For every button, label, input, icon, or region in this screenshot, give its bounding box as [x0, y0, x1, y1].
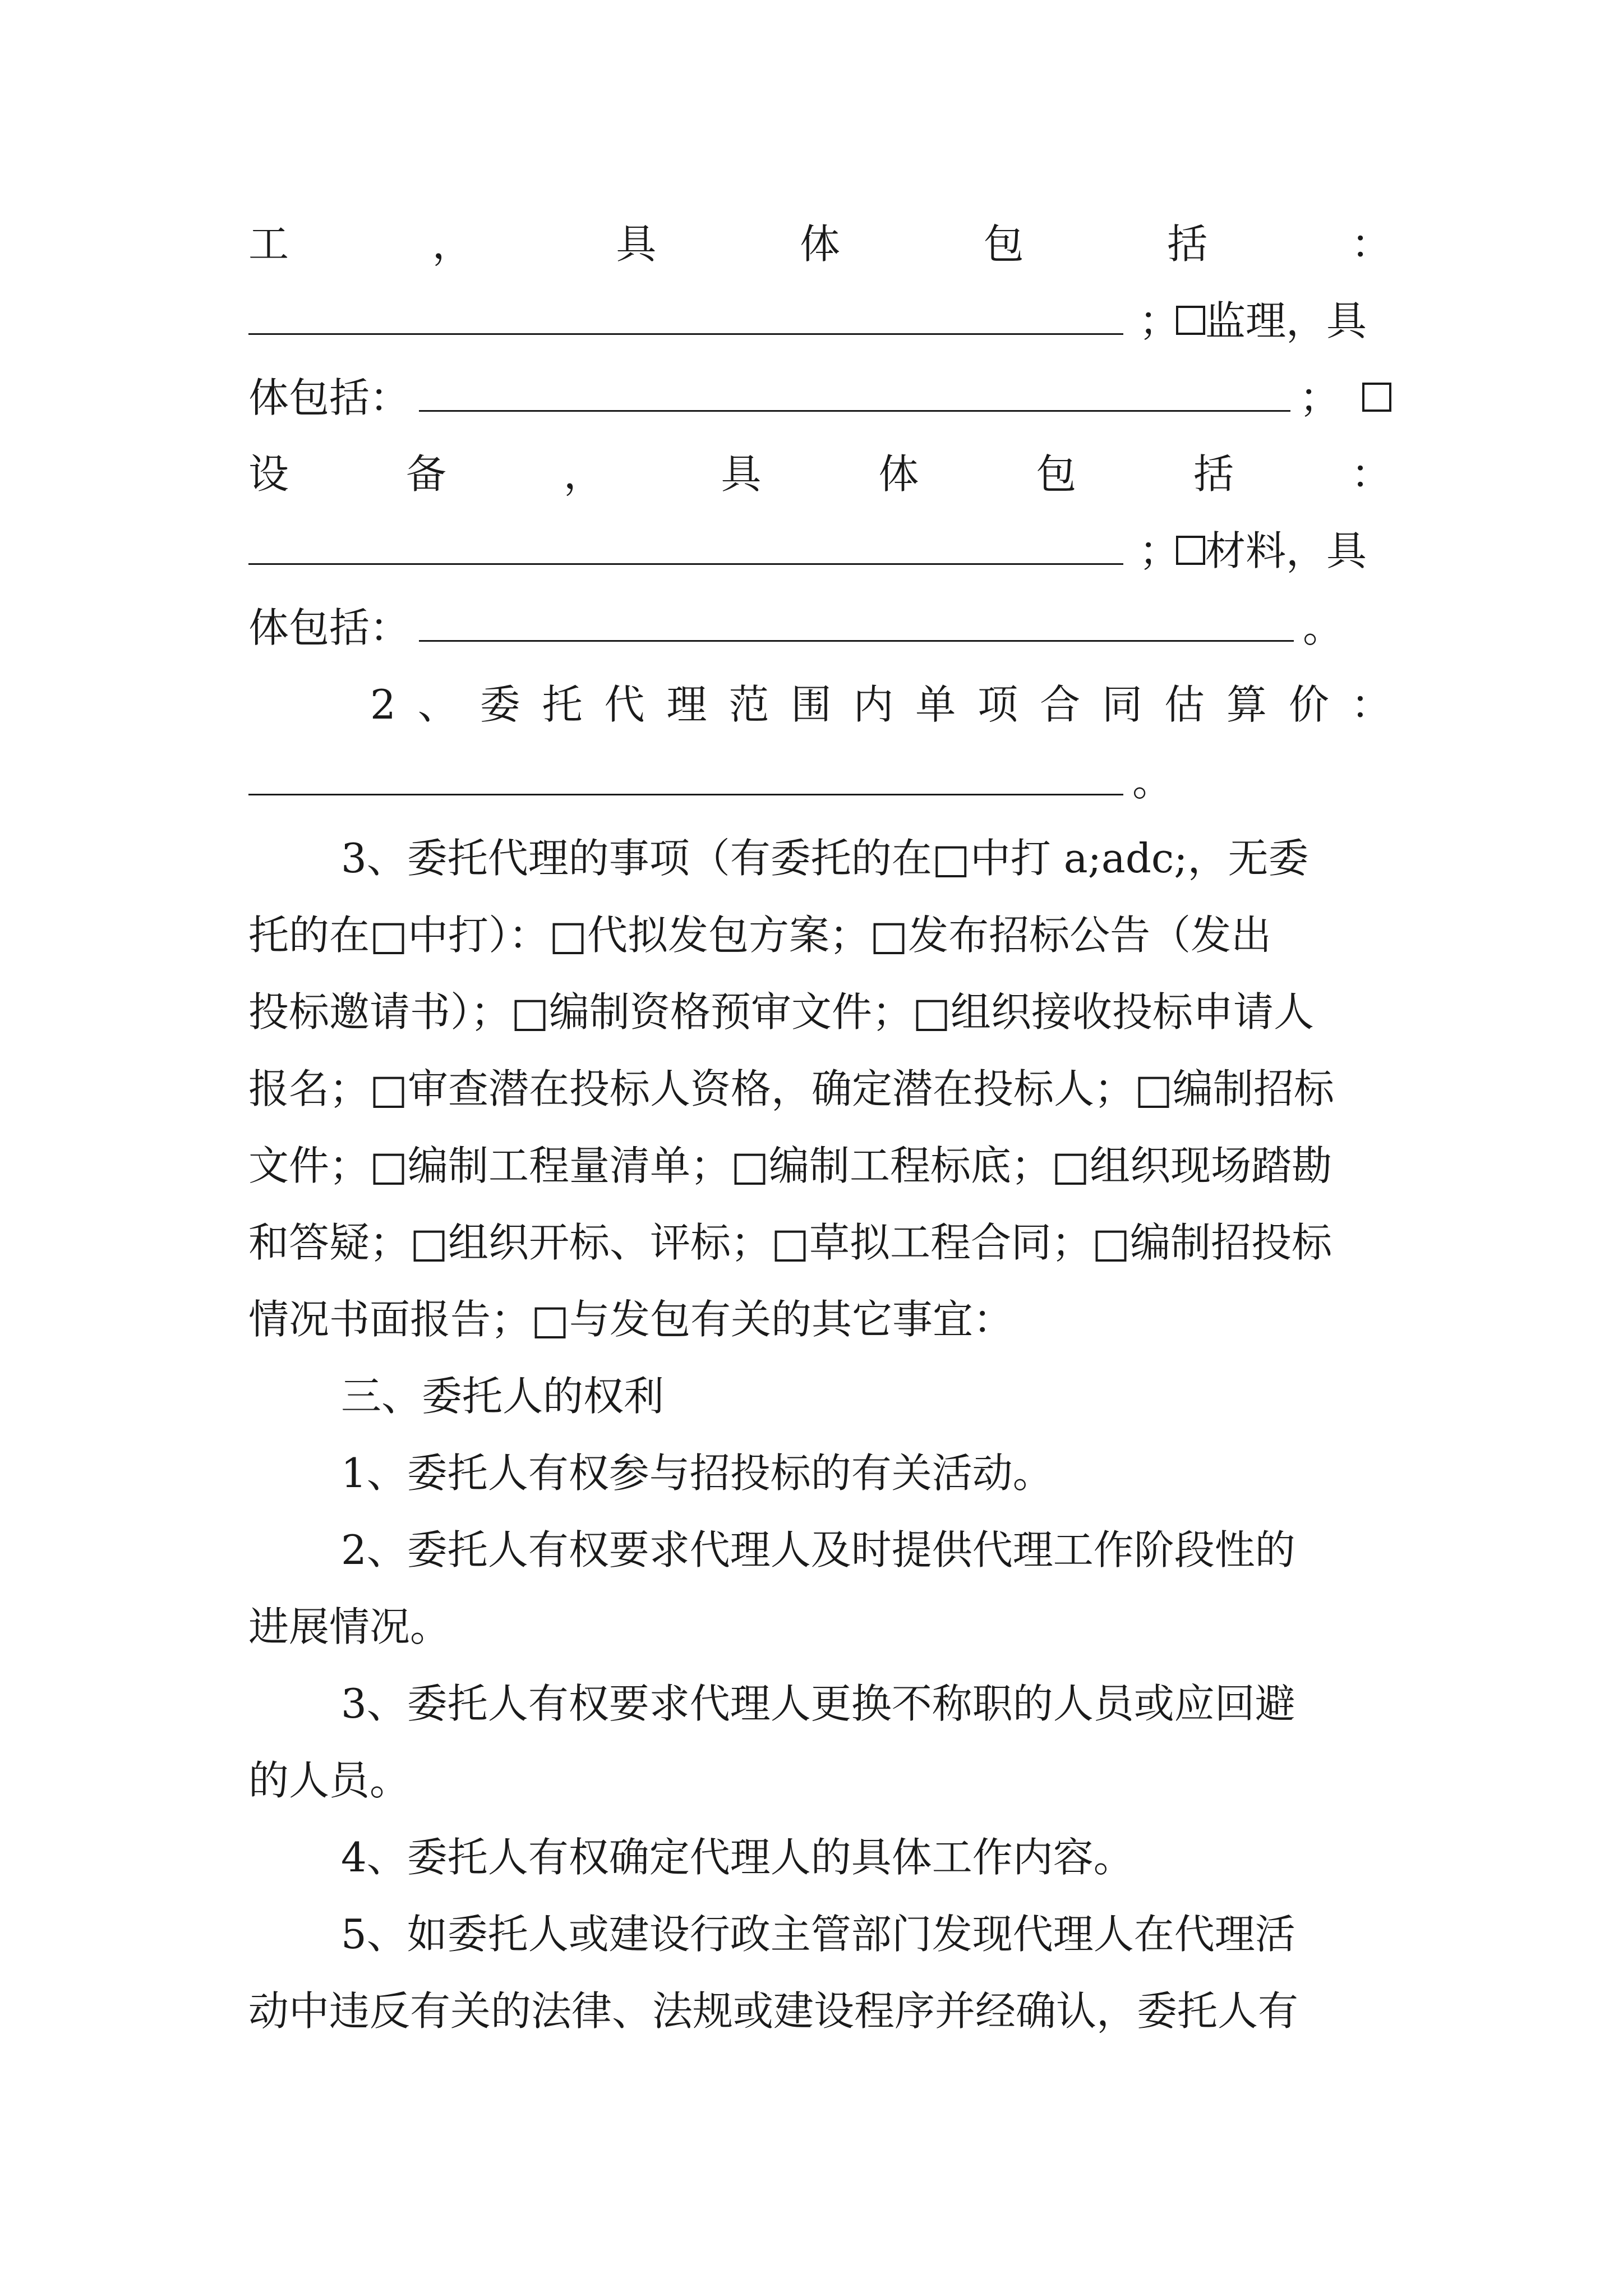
char: ：	[1350, 220, 1391, 268]
matters-line-7: 情况书面报告；□与发包有关的其它事宜：	[248, 1296, 1014, 1343]
char: 算	[1226, 681, 1267, 728]
scope-line-supervision-detail	[248, 370, 1391, 426]
char: 合	[1040, 681, 1081, 728]
scope-line-materials-detail	[248, 600, 1391, 656]
char: 同	[1102, 681, 1143, 728]
materials-label: 材料，具	[1205, 527, 1367, 574]
char: 具	[721, 450, 762, 498]
semicolon: ；	[1139, 527, 1180, 574]
fill-blank-materials[interactable]	[419, 600, 1294, 642]
label: 体包括：	[248, 604, 411, 651]
char: 备	[405, 450, 446, 498]
matters-line-5: 文件；□编制工程量清单；□编制工程标底；□组织现场踏勘	[248, 1142, 1332, 1189]
char: 托	[542, 681, 583, 728]
checkbox-equipment[interactable]	[1362, 383, 1391, 412]
char: ：	[1350, 450, 1391, 498]
char: 价	[1288, 681, 1329, 728]
matters-line-6: 和答疑；□组织开标、评标；□草拟工程合同；□编制招投标	[248, 1219, 1332, 1266]
right-item-5-line-2: 动中违反有关的法律、法规或建设程序并经确认，委托人有	[248, 1987, 1299, 2035]
char: 体	[799, 220, 840, 268]
char: 内	[853, 681, 894, 728]
right-item-3-line-1: 3、委托人有权要求代理人更换不称职的人员或应回避	[341, 1680, 1295, 1727]
right-item-3-line-2: 的人员。	[248, 1757, 411, 1804]
period: 。	[1303, 604, 1344, 651]
matters-line-2: 托的在□中打）：□代拟发包方案；□发布招标公告（发出	[248, 912, 1272, 959]
char: 单	[915, 681, 956, 728]
scope-line-equipment	[248, 446, 1391, 502]
char: 工	[248, 220, 289, 268]
scope-line-supervision	[248, 293, 1391, 349]
right-item-2-line-2: 进展情况。	[248, 1603, 451, 1650]
period: 。	[1132, 758, 1173, 805]
semicolon: ；	[1139, 297, 1180, 344]
supervision-label: 监理，具	[1205, 297, 1367, 344]
char: 2	[370, 681, 396, 728]
matters-line-3: 投标邀请书）；□编制资格预审文件；□组织接收投标申请人	[248, 988, 1315, 1036]
char: ，	[432, 220, 473, 268]
char: 围	[791, 681, 832, 728]
fill-blank-supervision[interactable]	[419, 370, 1290, 412]
char: 委	[479, 681, 520, 728]
char: 设	[248, 450, 289, 498]
semicolon: ；	[1299, 374, 1340, 421]
scope-line-materials	[248, 523, 1391, 579]
scope-line-construction	[248, 216, 1391, 272]
estimate-price-blank-line	[248, 753, 1391, 809]
fill-blank-equipment[interactable]	[248, 523, 1123, 565]
fill-blank-estimate-price[interactable]	[248, 753, 1123, 795]
char: 、	[417, 681, 458, 728]
section-heading: 三、委托人的权利	[341, 1373, 665, 1420]
char: 体	[878, 450, 919, 498]
label: 体包括：	[248, 374, 411, 421]
char: 括	[1167, 220, 1208, 268]
char: 包	[1036, 450, 1077, 498]
char: 范	[728, 681, 769, 728]
checkbox-materials[interactable]	[1176, 536, 1205, 565]
char: 代	[604, 681, 645, 728]
checkbox-supervision[interactable]	[1176, 306, 1205, 335]
char: 包	[983, 220, 1024, 268]
char: 括	[1193, 450, 1234, 498]
char: 具	[616, 220, 657, 268]
char: 估	[1164, 681, 1205, 728]
fill-blank-construction[interactable]	[248, 293, 1123, 335]
char: ，	[563, 450, 604, 498]
char: 理	[666, 681, 707, 728]
matters-line-1: 3、委托代理的事项（有委托的在□中打 a;adc;，无委	[341, 835, 1309, 882]
estimate-price-line	[370, 677, 1391, 733]
right-item-4: 4、委托人有权确定代理人的具体工作内容。	[341, 1834, 1134, 1881]
char: ：	[1350, 681, 1391, 728]
right-item-5-line-1: 5、如委托人或建设行政主管部门发现代理人在代理活	[341, 1911, 1295, 1958]
matters-line-4: 报名；□审查潜在投标人资格，确定潜在投标人；□编制招标	[248, 1065, 1335, 1112]
right-item-2-line-1: 2、委托人有权要求代理人及时提供代理工作阶段性的	[341, 1526, 1295, 1573]
char: 项	[978, 681, 1018, 728]
right-item-1: 1、委托人有权参与招投标的有关活动。	[341, 1450, 1053, 1497]
